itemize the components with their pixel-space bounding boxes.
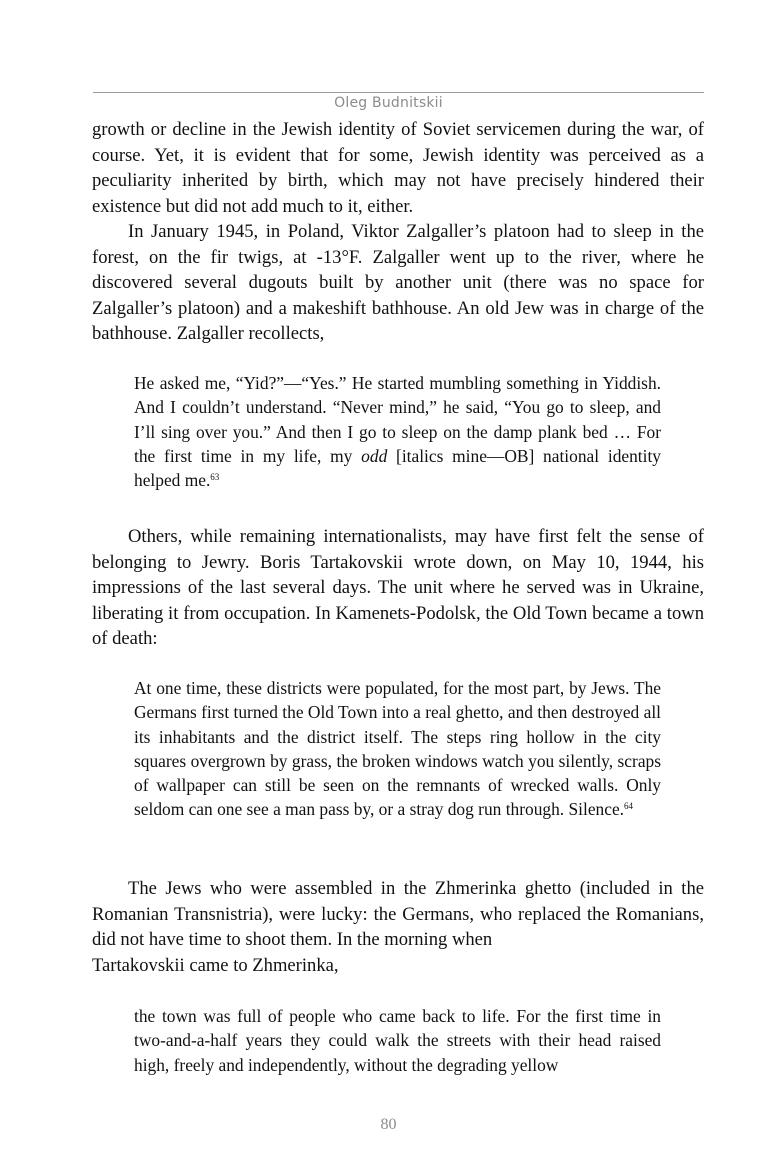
block-quote-1 [134,371,661,492]
header-rule [93,92,704,93]
paragraph-1: growth or decline in the Jewish identity of Soviet servicemen during the war, of course. Yet, it is evident that for some, Jewish identity was perceived as a peculiarity inherited by birth, which may not have precisely hindered their existence but did not add much to it, either. [92,119,704,217]
block-quote-2 [134,676,661,822]
paragraph-4-main: The Jews who were assembled in the Zhmerinka ghetto (included in the Romanian Transnistria), were lucky: the Germans, who replaced the Romanians, did not have time to shoot them. In the morning when [92,878,704,950]
quote-1-text-before: He asked me, “Yid?”—“Yes.” He started mumbling something in Yiddish. And I couldn’t understand. “Never mind,” he said, “You go to sleep, and I’ll sing over you.” And then I go to sleep on the damp plank bed … For the first time in my life, my [134,373,661,466]
footnote-ref-63: 63 [210,472,220,483]
page-number: 80 [380,1116,397,1133]
quote-1-text-after: [italics mine—OB] national identity helped me. [134,445,661,491]
running-head: Oleg Budnitskii [334,95,443,111]
footnote-ref-64: 64 [624,801,634,812]
paragraph-4-last-line: Tartakovskii came to Zhmerinka, [92,954,339,976]
paragraph-2: In January 1945, in Poland, Viktor Zalgaller’s platoon had to sleep in the forest, on the fir twigs, at -13°F. Zalgaller went up to the river, where he discovered several dugouts built by another unit (there was no space for Zalgaller’s platoon) and a makeshift bathhouse. An old Jew was in charge of the bathhouse. Zalgaller recollects, [92,221,704,344]
quote-1-italic-word: odd [361,445,388,466]
paragraph-3: Others, while remaining internationalists, may have first felt the sense of belonging to Jewry. Boris Tartakovskii wrote down, on May 10, 1944, his impressions of the last several days. The unit where he served was in Ukraine, liberating it from occupation. In Kamenets-Podolsk, the Old Town became a town of death: [92,526,704,649]
quote-2-text: At one time, these districts were populated, for the most part, by Jews. The Germans first turned the Old Town into a real ghetto, and then destroyed all its inhabitants and the district itself. The steps ring hollow in the city squares overgrown by grass, the broken windows watch you silently, scraps of wallpaper can still be seen on the remnants of wrecked walls. Only seldom can one see a man pass by, or a stray dog run through. Silence. [134,678,661,820]
block-quote-3: the town was full of people who came back to life. For the first time in two-and-a-half years they could walk the streets with their head raised high, freely and independently, without the degrading yellow [134,1006,661,1075]
paragraph-4 [92,876,704,978]
